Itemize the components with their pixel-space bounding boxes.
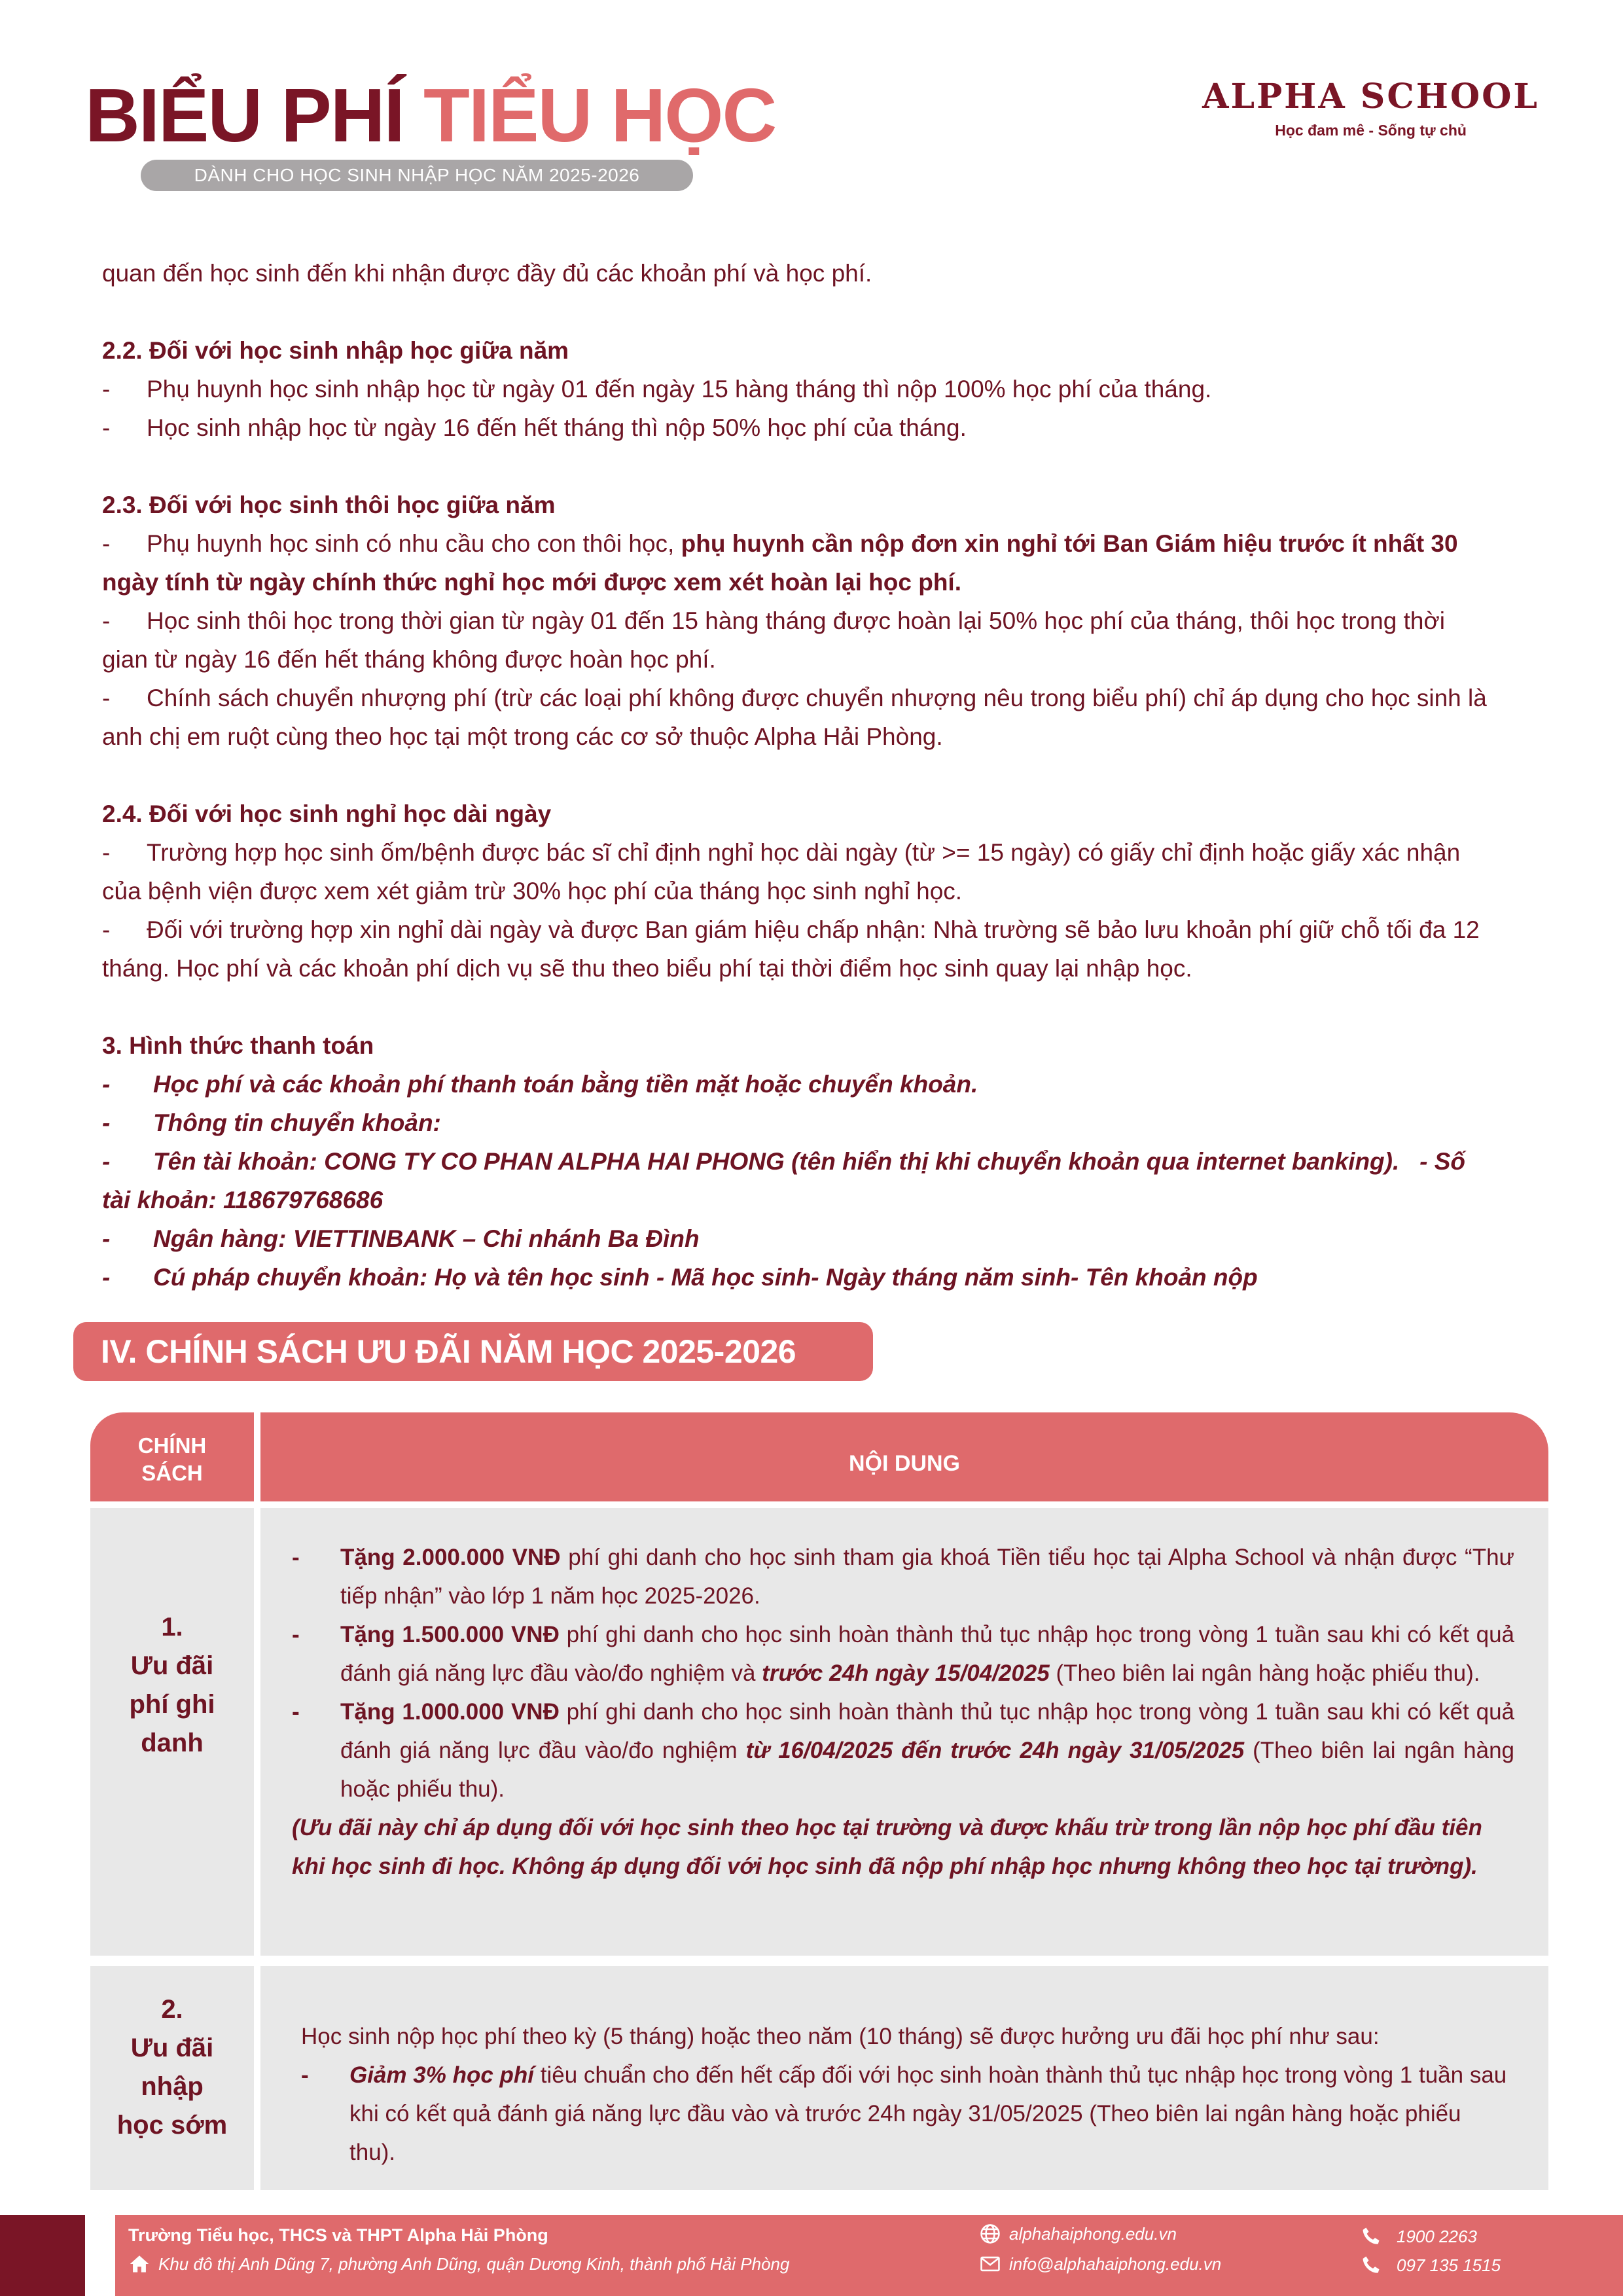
intro-line: quan đến học sinh đến khi nhận được đầy đủ các khoản phí và học phí.: [102, 260, 872, 287]
footer-phone-1[interactable]: 1900 2263: [1360, 2225, 1477, 2248]
section-2-4-heading: 2.4. Đối với học sinh nghỉ học dài ngày: [102, 800, 552, 827]
list-item: - Giảm 3% học phí tiêu chuẩn cho đến hết cấp đối với học sinh hoàn thành thủ tục nhập học trong vòng 1 tuần sau khi có kết quả đánh giá năng lực đầu vào và trước 24h ngày 31/05/2025 (Theo biên lai ngân hàng hoặc phiếu thu).: [301, 2062, 1507, 2165]
home-icon: [128, 2253, 151, 2275]
list-item: - Học sinh thôi học trong thời gian từ ngày 01 đến 15 hàng tháng được hoàn lại 50% học phí của tháng, thôi học trong thời gian từ ngày 16 đến hết tháng không được hoàn học phí.: [102, 607, 1445, 673]
footer-accent: [0, 2215, 85, 2296]
payment-line: - Học phí và các khoản phí thanh toán bằng tiền mặt hoặc chuyển khoản.: [102, 1071, 978, 1098]
payment-line: - Thông tin chuyển khoản:: [102, 1109, 441, 1136]
brand-name: ALPHA SCHOOL: [1202, 77, 1539, 117]
brand-logo: [1202, 77, 1539, 139]
footer-phone-2[interactable]: 097 135 1515: [1360, 2254, 1501, 2276]
section-2-3-heading: 2.3. Đối với học sinh thôi học giữa năm: [102, 492, 556, 518]
subtitle-badge: DÀNH CHO HỌC SINH NHẬP HỌC NĂM 2025-2026: [141, 160, 693, 191]
policy-text: [102, 254, 1497, 1297]
section-3-heading: 3. Hình thức thanh toán: [102, 1032, 374, 1059]
table-row-content: [260, 1966, 1548, 2190]
payment-line: - Ngân hàng: VIETTINBANK – Chi nhánh Ba Đình: [102, 1225, 700, 1252]
list-item: - Tặng 1.500.000 VNĐ phí ghi danh cho học sinh hoàn thành thủ tục nhập học trong vòng 1 tuần sau khi có kết quả đánh giá năng lực đầu vào/đo nghiệm và trước 24h ngày 15/04/2025 (Theo biên lai ngân hàng hoặc phiếu thu).: [292, 1622, 1515, 1686]
mail-icon: [979, 2253, 1001, 2275]
list-item: - Chính sách chuyển nhượng phí (trừ các loại phí không được chuyển nhượng nêu trong biểu phí) chỉ áp dụng cho học sinh là anh chị em ruột cùng theo học tại một trong các cơ sở thuộc Alpha Hải Phòng.: [102, 685, 1487, 750]
payment-line: - Tên tài khoản: CONG TY CO PHAN ALPHA HAI PHONG (tên hiển thị khi chuyển khoản qua internet banking). - Số tài khoản: 118679768686: [102, 1148, 1465, 1213]
table-header-policy: CHÍNH SÁCH: [90, 1412, 254, 1501]
section-2-2-heading: 2.2. Đối với học sinh nhập học giữa năm: [102, 337, 569, 364]
brand-slogan: Học đam mê - Sống tự chủ: [1275, 122, 1467, 139]
footer: [115, 2215, 1623, 2296]
table-row-content: [260, 1508, 1548, 1956]
title-part-1: BIỂU PHÍ: [85, 73, 404, 158]
phone-icon: [1360, 2254, 1382, 2276]
payment-line: - Cú pháp chuyển khoản: Họ và tên học sinh - Mã học sinh- Ngày tháng năm sinh- Tên khoản nộp: [102, 1264, 1258, 1291]
policy-note: (Ưu đãi này chỉ áp dụng đối với học sinh theo học tại trường và được khấu trừ trong lần nộp học phí đầu tiên khi học sinh đi học. Không áp dụng đối với học sinh đã nộp phí nhập học nhưng không theo học tại trường).: [292, 1815, 1482, 1879]
list-item: - Tặng 1.000.000 VNĐ phí ghi danh cho học sinh hoàn thành thủ tục nhập học trong vòng 1 tuần sau khi có kết quả đánh giá năng lực đầu vào/đo nghiệm từ 16/04/2025 đến trước 24h ngày 31/05/2025 (Theo biên lai ngân hàng hoặc phiếu thu).: [292, 1699, 1515, 1802]
footer-website[interactable]: alphahaiphong.edu.vn: [979, 2223, 1177, 2245]
list-item: - Phụ huynh học sinh có nhu cầu cho con thôi học, phụ huynh cần nộp đơn xin nghỉ tới Ban Giám hiệu trước ít nhất 30 ngày tính từ ngày chính thức nghỉ học mới được xem xét hoàn lại học phí.: [102, 530, 1458, 596]
page-title: [85, 73, 776, 158]
list-item: - Tặng 2.000.000 VNĐ phí ghi danh cho học sinh tham gia khoá Tiền tiểu học tại Alpha School và nhận được “Thư tiếp nhận” vào lớp 1 năm học 2025-2026.: [292, 1545, 1514, 1609]
row-lead-text: Học sinh nộp học phí theo kỳ (5 tháng) hoặc theo năm (10 tháng) sẽ được hưởng ưu đãi học phí như sau:: [301, 2024, 1380, 2049]
table-header-content: NỘI DUNG: [260, 1412, 1548, 1501]
list-item: - Phụ huynh học sinh nhập học từ ngày 01 đến ngày 15 hàng tháng thì nộp 100% học phí của tháng.: [102, 376, 1212, 403]
phone-icon: [1360, 2225, 1382, 2248]
list-item: - Đối với trường hợp xin nghỉ dài ngày và được Ban giám hiệu chấp nhận: Nhà trường sẽ bảo lưu khoản phí giữ chỗ tối đa 12 tháng. Học phí và các khoản phí dịch vụ sẽ thu theo biểu phí tại thời điểm học sinh quay lại nhập học.: [102, 916, 1480, 982]
footer-school-name: Trường Tiểu học, THCS và THPT Alpha Hải Phòng: [128, 2225, 548, 2245]
globe-icon: [979, 2223, 1001, 2245]
footer-address: Khu đô thị Anh Dũng 7, phường Anh Dũng, quận Dương Kinh, thành phố Hải Phòng: [128, 2253, 789, 2275]
section-4-banner: IV. CHÍNH SÁCH ƯU ĐÃI NĂM HỌC 2025-2026: [73, 1322, 873, 1381]
title-part-2: TIỂU HỌC: [423, 73, 776, 158]
table-row-label: 2. Ưu đãi nhập học sớm: [90, 1966, 254, 2190]
list-item: - Học sinh nhập học từ ngày 16 đến hết tháng thì nộp 50% học phí của tháng.: [102, 414, 967, 441]
list-item: - Trường hợp học sinh ốm/bệnh được bác sĩ chỉ định nghỉ học dài ngày (từ >= 15 ngày) có giấy chỉ định hoặc giấy xác nhận của bệnh viện được xem xét giảm trừ 30% học phí của tháng học sinh nghỉ học.: [102, 839, 1461, 905]
footer-email[interactable]: info@alphahaiphong.edu.vn: [979, 2253, 1221, 2275]
table-row-label: 1. Ưu đãi phí ghi danh: [90, 1508, 254, 1956]
